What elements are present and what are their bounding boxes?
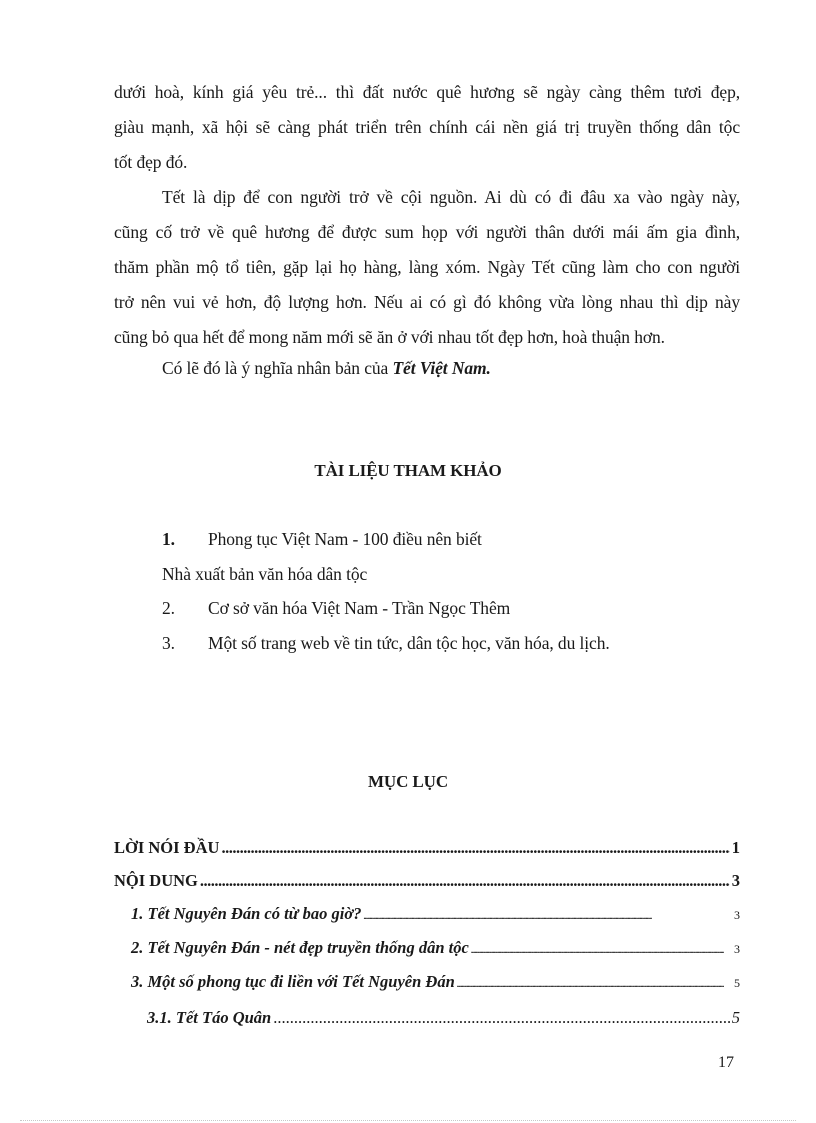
toc-entry[interactable] <box>147 1008 740 1028</box>
closing-text: Có lẽ đó là ý nghĩa nhân bản của <box>162 358 393 378</box>
reference-item <box>162 598 511 619</box>
toc-entry-label: 3. Một số phong tục đi liền với Tết Nguyên Đán <box>131 972 455 991</box>
reference-text: Một số trang web về tin tức, dân tộc học, văn hóa, du lịch. <box>208 633 610 653</box>
page-bottom-edge <box>20 1120 796 1121</box>
toc-entry-page: 1 <box>731 838 740 857</box>
toc-leader <box>457 980 724 989</box>
toc-entry[interactable] <box>131 904 740 924</box>
references-heading: TÀI LIỆU THAM KHẢO <box>314 461 502 480</box>
toc-entry-page: 5 <box>731 1008 740 1027</box>
toc-entry-page: 3 <box>731 871 740 890</box>
reference-number: 2. <box>162 598 175 618</box>
toc-entry[interactable] <box>114 871 740 891</box>
paragraph-line: thăm phần mộ tổ tiên, gặp lại họ hàng, làng xóm. Ngày Tết cũng làm cho con người <box>114 257 740 277</box>
toc-entry[interactable] <box>131 972 740 992</box>
reference-number: 1. <box>162 529 175 549</box>
reference-item <box>162 633 610 654</box>
toc-heading: MỤC LỤC <box>367 772 449 791</box>
toc-entry-label: LỜI NÓI ĐẦU <box>114 838 220 857</box>
reference-item <box>162 529 482 550</box>
paragraph-line: giàu mạnh, xã hội sẽ càng phát triển trên chính cái nền giá trị truyền thống dân tộc <box>114 117 740 137</box>
toc-entry-label: 3.1. Tết Táo Quân <box>147 1008 272 1027</box>
paragraph-line: dưới hoà, kính giá yêu trẻ... thì đất nước quê hương sẽ ngày càng thêm tươi đẹp, <box>114 82 740 102</box>
toc-leader <box>200 871 730 891</box>
reference-publisher: Nhà xuất bản văn hóa dân tộc <box>162 564 368 584</box>
toc-entry-page: 3 <box>734 908 740 922</box>
paragraph-line: tốt đẹp đó. <box>114 152 188 172</box>
toc-entry-label: NỘI DUNG <box>114 871 198 890</box>
toc-leader <box>273 1008 730 1028</box>
toc-entry-page: 3 <box>734 942 740 956</box>
toc-entry-label: 1. Tết Nguyên Đán có từ bao giờ? <box>131 904 362 923</box>
toc-entry[interactable] <box>131 938 740 958</box>
toc-entry[interactable] <box>114 838 740 858</box>
reference-text: Cơ sở văn hóa Việt Nam - Trần Ngọc Thêm <box>208 598 511 618</box>
closing-sentence <box>162 358 491 379</box>
toc-leader <box>471 946 724 955</box>
closing-emphasis: Tết Việt Nam. <box>392 358 491 378</box>
paragraph-line: Tết là dịp để con người trở về cội nguồn. Ai dù có đi đâu xa vào ngày này, <box>162 187 740 207</box>
page-number: 17 <box>718 1054 734 1071</box>
reference-number: 3. <box>162 633 175 653</box>
toc-leader <box>363 912 724 921</box>
paragraph-line: cũng bỏ qua hết để mong năm mới sẽ ăn ở với nhau tốt đẹp hơn, hoà thuận hơn. <box>114 327 665 347</box>
toc-entry-label: 2. Tết Nguyên Đán - nét đẹp truyền thống dân tộc <box>131 938 469 957</box>
paragraph-line: cũng cố trở về quê hương để được sum họp với người thân dưới mái ấm gia đình, <box>114 222 740 242</box>
reference-text: Phong tục Việt Nam - 100 điều nên biết <box>208 529 482 549</box>
toc-leader <box>221 838 729 858</box>
paragraph-line: trở nên vui vẻ hơn, độ lượng hơn. Nếu ai có gì đó không vừa lòng nhau thì dịp này <box>114 292 740 312</box>
toc-entry-page: 5 <box>734 976 740 990</box>
